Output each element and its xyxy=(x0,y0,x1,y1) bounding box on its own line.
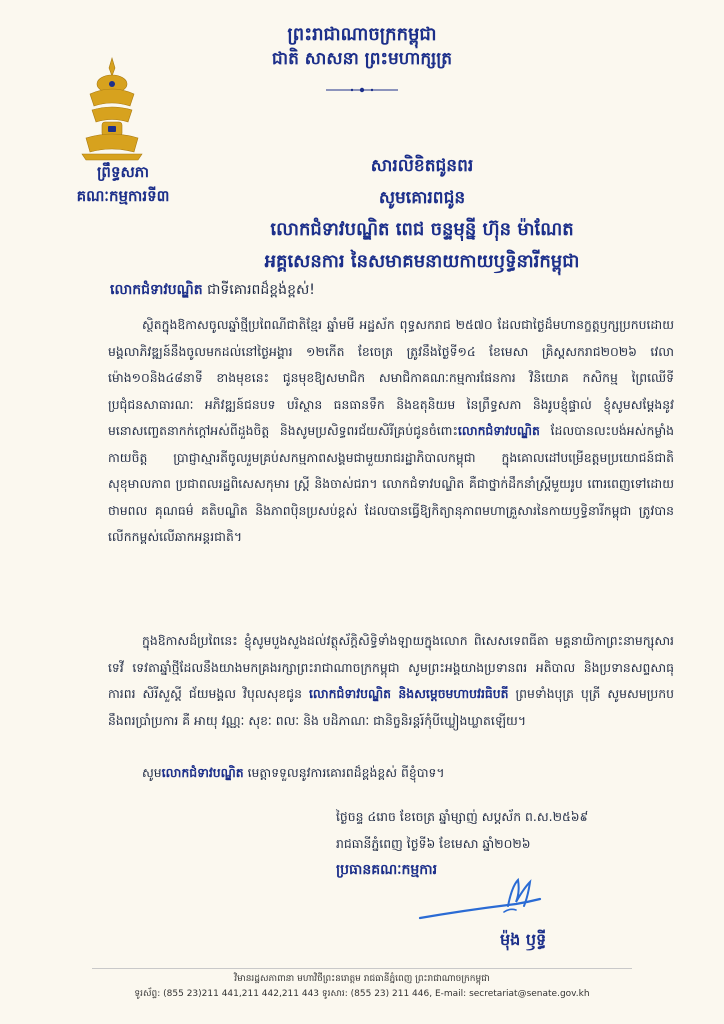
salutation-bold: លោកជំទាវបណ្ឌិត xyxy=(110,282,203,298)
p3-text-a: សូម xyxy=(142,765,162,780)
recipient-intro: សូមគោរពជូន xyxy=(378,188,466,208)
p1-text-a: ស្ថិតក្នុងឱកាសចូលឆ្នាំថ្មីប្រពៃណីជាតិខ្មែរ ឆ្នាំមមី អដ្ឋស័ក ពុទ្ធសករាជ ២៥៧០ ដែលជាថ្ងៃដ៏មហានក្ខត្តឫក្សប្រកបដោយមង្គលាភិវឌ្ឍន៍នឹងចូលមកដល់នៅថ្ងៃអង្គារ ១២កើត ខែចេត្រ ត្រូវនឹងថ្ងៃទី១៤ ខែមេសា គ្រិស្តសករាជ២០២៦ វេលាម៉ោង១០និង៤៨នាទី ខាងមុខនេះ ជូនមុខឱ្យសមាជិក សមាជិកាគណៈកម្មការផែនការ វិនិយោគ កសិកម្ម ព្រៃឈើទីប្រជុំជនសាធារណៈ អភិវឌ្ឍន៍ជនបទ បរិស្ថាន ធនធានទឹក និងឧតុនិយម នៃព្រឹទ្ធសភា និងរូបខ្ញុំផ្ទាល់ ខ្ញុំសូមសម្តែងនូវមនោសញ្ចេតនាកក់ក្តៅអស់ពីដួងចិត្ត និងសូមប្រសិទ្ធពរជ័យសិរីគ្រប់ជូនចំពោះ xyxy=(108,317,674,438)
paragraph-3 xyxy=(142,765,445,784)
signer-name: ម៉ុង ឫទ្ធី xyxy=(500,930,547,949)
p1-text-b: ដែលបានលះបង់អស់កម្លាំងកាយចិត្ត ប្រាជ្ញាស្មារតីចូលរួមគ្រប់សកម្មភាពសង្គមជាមួយរាជរដ្ឋាភិបាលកម្ពុជា ក្នុងគោលដៅបម្រើឧត្តមប្រយោជន៍ជាតិ សុខុមាលភាព ប្រជាពលរដ្ឋពិសេសកុមារ ស្ត្រី និងចាស់ជរា។ លោកជំទាវបណ្ឌិត គឺជាថ្នាក់ដឹកនាំស្ត្រីមួយរូប ពោរពេញទៅដោយថាមពល គុណធម៌ គតិបណ្ឌិត និងភាពប៉ិនប្រសប់ខ្ពស់ ដែលបានធ្វើឱ្យកិត្យានុភាពមហាគ្រួសារនៃកាយឫទ្ធិនារីកម្ពុជា ត្រូវបានលើកកម្ពស់លើឆាកអន្តរជាតិ។ xyxy=(108,423,674,544)
footer-contact: ទូរស័ព្ទ: (855 23)211 441,211 442,211 443 ទូរសារ: (855 23) 211 446, E-mail: secretariat@senate.gov.kh xyxy=(134,989,590,999)
solar-date: រាជធានីភ្នំពេញ ថ្ងៃទី៦ ខែមេសា ឆ្នាំ២០២៦ xyxy=(336,836,531,851)
p2-text-b: ព្រមទាំងបុត្រ បុត្រី សូមសមប្រកបនឹងពរប្រាំប្រការ គឺ អាយុ វណ្ណៈ សុខៈ ពលៈ និង បដិភាណៈ ជានិច្ចនិរន្តរ៍កុំបីឃ្លៀងឃ្លាតឡើយ។ xyxy=(108,686,674,728)
national-motto: ជាតិ សាសនា ព្រះមហាក្សត្រ xyxy=(271,49,453,69)
handwritten-signature xyxy=(416,866,546,928)
p1-text-bold: លោកជំទាវបណ្ឌិត xyxy=(457,423,540,438)
p2-text-bold-1: លោកជំទាវបណ្ឌិត xyxy=(309,686,391,701)
recipient-position: អគ្គសេនការ នៃសមាគមនាយកាយឫទ្ធិនារីកម្ពុជា xyxy=(264,251,580,272)
footer-address: វិមានរដ្ឋសភាពានា មហាវិថីព្រះនរោត្តម រាជធានីភ្នំពេញ ព្រះរាជាណាចក្រកម្ពុជា xyxy=(234,974,490,984)
salutation xyxy=(110,280,315,301)
sender-block xyxy=(58,160,188,208)
sender-line-1: ព្រឹទ្ធសភា xyxy=(96,163,150,181)
title-block xyxy=(170,150,674,278)
sender-line-2: គណៈកម្មការទី៣ xyxy=(76,187,170,205)
kingdom-heading: ព្រះរាជាណាចក្រកម្ពុជា xyxy=(287,24,437,45)
paragraph-2 xyxy=(108,628,674,734)
ornament-divider xyxy=(322,86,402,94)
footer-divider xyxy=(92,968,632,969)
senate-emblem-icon xyxy=(72,54,152,162)
letter-title: សារលិខិតជូនពរ xyxy=(370,156,474,176)
p2-text-a: ក្នុងឱកាសដ៏ប្រពៃនេះ ខ្ញុំសូមបួងសួងដល់វត្ថុស័ក្តិសិទ្ធិទាំងឡាយក្នុងលោក ពិសេសទេពធីតា មគ្គនាយិកាព្រះនាមក្សុសារទេវី ទេវតាឆ្នាំថ្មីដែលនឹងយាងមកគ្រងរក្សាព្រះរាជាណាចក្រកម្ពុជា សូមព្រះអង្គយាងប្រទានពរ អតិបាល និងប្រទានសព្ទសាធុការពរ សិរីសួស្តី ជ័យមង្គល វិបុលសុខជូន xyxy=(108,633,674,701)
lunar-date: ថ្ងៃចន្ទ ៤រោច ខែចេត្រ ឆ្នាំម្សាញ់ សប្តស័ក ព.ស.២៥៦៩ xyxy=(336,809,589,824)
p3-text-b: មេត្តាទទួលនូវការគោរពដ៏ខ្ពង់ខ្ពស់ ពីខ្ញុំបាទ។ xyxy=(243,765,445,780)
p3-text-bold: លោកជំទាវបណ្ឌិត xyxy=(161,765,244,780)
footer xyxy=(0,972,724,1002)
salutation-rest: ជាទីគោរពដ៏ខ្ពង់ខ្ពស់! xyxy=(202,282,315,298)
p2-text-bold-2: សម្តេចមហាបវរធិបតី xyxy=(414,686,509,701)
signer-position: ប្រធានគណៈកម្មការ xyxy=(336,862,438,878)
paragraph-1 xyxy=(108,312,674,551)
recipient-name: លោកជំទាវបណ្ឌិត ពេជ ចន្ទមុន្នី ហ៊ុន ម៉ាណែត xyxy=(270,219,574,240)
p2-text-mid: និង xyxy=(390,686,415,701)
